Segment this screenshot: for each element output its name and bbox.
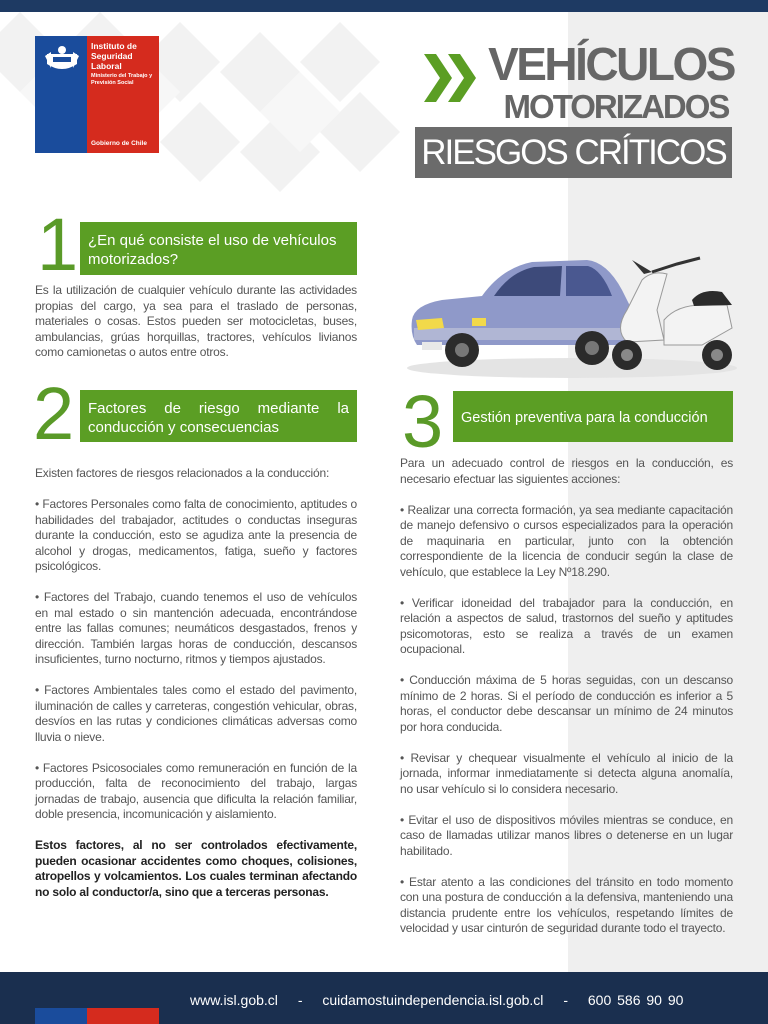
title-line-1: VEHÍCULOS xyxy=(488,38,734,90)
logo-red-panel xyxy=(87,36,159,153)
section-2-body xyxy=(35,466,357,916)
section-3-body xyxy=(400,456,733,952)
vehicles-illustration xyxy=(402,250,742,390)
logo-blue-panel xyxy=(35,36,87,153)
footer-separator: - xyxy=(297,992,303,1008)
logo-institute-name: Instituto de Seguridad Laboral xyxy=(91,41,137,71)
section-2-item: • Factores Ambientales tales como el estado del pavimento, iluminación de calles y carreteras, congestión vehicular, obras, desvíos en las rutas y condiciones climáticas adversas como lluvia o nieve. xyxy=(35,683,357,744)
section-3-intro: Para un adecuado control de riesgos en la conducción, es necesario efectuar las siguientes acciones: xyxy=(400,456,733,486)
footer-separator: - xyxy=(563,992,568,1008)
footer-flag xyxy=(35,1008,159,1024)
section-3-item: • Conducción máxima de 5 horas seguidas, con un descanso mínimo de 2 horas. Si el período de conducción es inferior a 5 horas, el conductor debe descansar un mínimo de 24 minutos por hora conducida. xyxy=(400,673,733,734)
section-1-text: Es la utilización de cualquier vehículo durante las actividades propias del cargo, ya sea para el traslado de personas, materiales o cosas. Estos pueden ser motocicletas, buses, ambulancias, grúas horquillas, tractores, vehículos livianos como camionetas o autos entre otros. xyxy=(35,283,357,359)
section-3-heading: Gestión preventiva para la conducción xyxy=(453,391,733,442)
logo-ministry-name: Ministerio del Trabajo y Previsión Social xyxy=(91,73,153,86)
section-3-item: • Verificar idoneidad del trabajador para la conducción, en relación a aspectos de salud, trastornos del sueño y aptitudes psicomotoras, esto se realiza a través de un examen ocupacional. xyxy=(400,595,733,656)
section-2-item: • Factores Personales como falta de conocimiento, aptitudes o habilidades del trabajador, actitudes o conductas inseguras durante la conducción, esto se agudiza ante la presencia de alcohol y drogas, medicamentos, fatiga, sueño y factores psicológicos. xyxy=(35,497,357,573)
section-3-item: • Revisar y chequear visualmente el vehículo al inicio de la jornada, informar inmediatamente si detecta alguna anomalía, no usar vehículo si lo considera necesario. xyxy=(400,750,733,796)
section-3-item: • Estar atento a las condiciones del tránsito en todo momento con una postura de conducción a la defensiva, manteniendo una distancia prudente entre los vehículos, respetando límites de velocidad y usar cinturón de seguridad durante todo el trayecto. xyxy=(400,874,733,935)
double-chevron-icon xyxy=(422,52,482,104)
section-3-number: 3 xyxy=(402,380,441,463)
footer-phone[interactable]: 600 586 90 90 xyxy=(587,992,684,1008)
section-2-conclusion: Estos factores, al no ser controlados efectivamente, pueden ocasionar accidentes como choques, colisiones, atropellos y volcamientos. Los cuales terminan afectando no solo al conductor/a, sino que a terceras personas. xyxy=(35,838,357,899)
title-line-2: MOTORIZADOS xyxy=(503,88,729,125)
logo-government: Gobierno de Chile xyxy=(91,140,147,147)
section-3-item: • Realizar una correcta formación, ya sea mediante capacitación de manejo defensivo o cursos especializados para la operación de maquinaria en particular, junto con la obtención correspondiente de la licencia de conducir según la clase de vehículo, que establece la Ley Nº18.290. xyxy=(400,502,733,579)
isl-logo xyxy=(35,36,159,153)
section-2-heading-line-1: Factores de riesgo mediante la xyxy=(88,399,349,417)
section-1-heading: ¿En qué consiste el uso de vehículos motorizados? xyxy=(80,222,357,275)
section-2-intro: Existen factores de riesgos relacionados a la conducción: xyxy=(35,466,330,480)
section-1-number: 1 xyxy=(37,203,76,286)
top-bar xyxy=(0,0,768,12)
title-banner: RIESGOS CRÍTICOS xyxy=(415,127,732,178)
section-2-item: • Factores Psicosociales como remuneración en función de la producción, falta de reconocimiento del trabajo, largas jornadas de trabajo, ausencia que dificulta la relación familiar, doble presencia, incomunicación y aislamiento. xyxy=(35,760,357,821)
footer-contact xyxy=(190,992,730,1008)
section-2-heading xyxy=(80,390,357,442)
footer xyxy=(0,972,768,1024)
coat-of-arms-icon xyxy=(43,44,81,74)
section-2-heading-line-2: conducción y consecuencias xyxy=(88,418,279,436)
footer-campaign-link[interactable]: cuidamostuindependencia.isl.gob.cl xyxy=(322,992,544,1008)
footer-flag-blue xyxy=(35,1008,87,1024)
section-2-number: 2 xyxy=(33,372,72,455)
section-2-item: • Factores del Trabajo, cuando tenemos el uso de vehículos en mal estado o sin mantención adecuada, encontrándose entre las fallas comunes; neumáticos desgastados, frenos y dirección. También largas horas de conducción, descansos insuficientes, turno nocturno, ritmos y tiempos ajustados. xyxy=(35,590,357,666)
footer-flag-red xyxy=(87,1008,159,1024)
section-3-item: • Evitar el uso de dispositivos móviles mientras se conduce, en caso de llamadas utilizar manos libres o detenerse en un lugar habilitado. xyxy=(400,812,733,858)
footer-website-link[interactable]: www.isl.gob.cl xyxy=(190,992,278,1008)
